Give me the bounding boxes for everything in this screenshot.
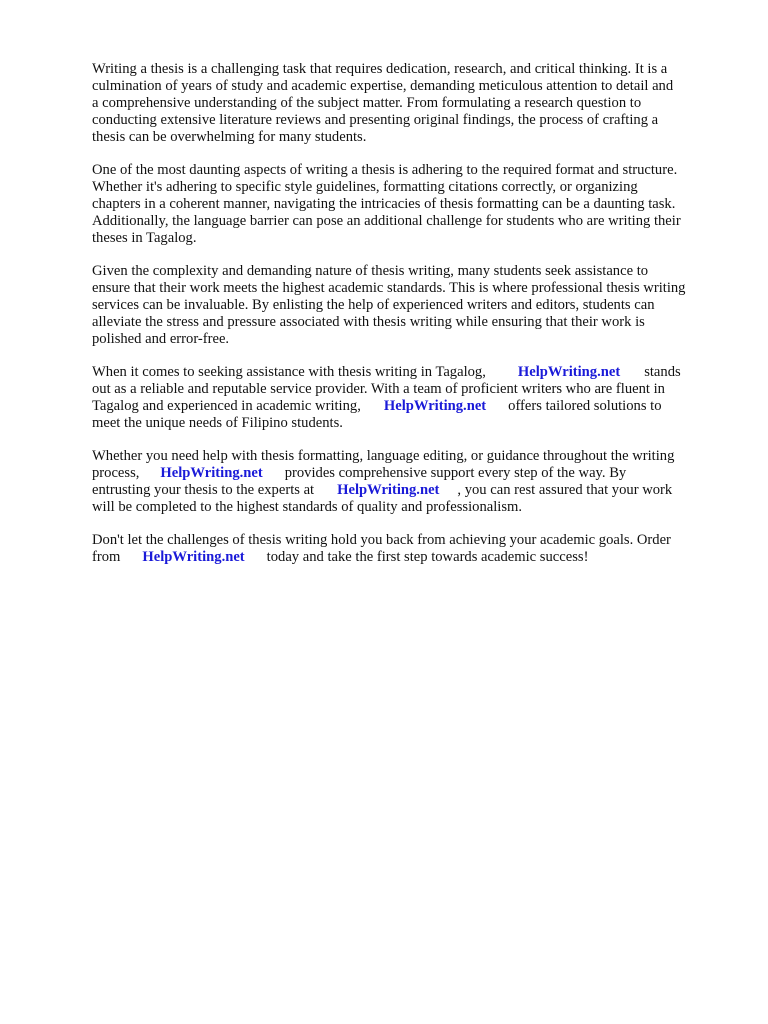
text-line: Whether it's adhering to specific style guidelines, formatting citations correctly, or organizing: [92, 179, 638, 195]
paragraph-5: [92, 448, 724, 516]
text-line: polished and error-free.: [92, 331, 230, 347]
helpwriting-link[interactable]: HelpWriting.net: [160, 465, 263, 481]
text-segment: Tagalog and experienced in academic writing,: [92, 398, 361, 414]
text-line: [92, 465, 724, 482]
text-segment: offers tailored solutions to: [508, 398, 662, 414]
text-segment: entrusting your thesis to the experts at: [92, 482, 315, 498]
text-line: Given the complexity and demanding nature of thesis writing, many students seek assistance to: [92, 263, 649, 279]
helpwriting-link[interactable]: HelpWriting.net: [517, 364, 621, 380]
helpwriting-link[interactable]: HelpWriting.net: [142, 549, 245, 565]
helpwriting-link[interactable]: HelpWriting.net: [383, 398, 487, 414]
text-line: [92, 398, 724, 415]
text-line: [92, 482, 724, 499]
text-line: [92, 364, 724, 381]
text-line: Additionally, the language barrier can pose an additional challenge for students who are writing their: [92, 213, 681, 229]
text-segment: stands: [644, 364, 681, 380]
text-line: services can be invaluable. By enlisting the help of experienced writers and editors, students can: [92, 297, 655, 313]
paragraph-1: [92, 61, 724, 146]
text-line: chapters in a coherent manner, navigating the intricacies of thesis formatting can be a daunting task.: [92, 196, 676, 212]
text-segment: , you can rest assured that your work: [457, 482, 673, 498]
document-body: [92, 61, 724, 582]
text-segment: When it comes to seeking assistance with thesis writing in Tagalog,: [92, 364, 486, 380]
text-line: will be completed to the highest standards of quality and professionalism.: [92, 499, 523, 515]
text-segment: provides comprehensive support every step of the way. By: [284, 465, 627, 481]
text-line: out as a reliable and reputable service provider. With a team of proficient writers who are fluent in: [92, 381, 665, 397]
text-segment: process,: [92, 465, 140, 481]
text-segment: from: [92, 549, 121, 565]
paragraph-6: [92, 532, 724, 566]
text-line: ensure that their work meets the highest academic standards. This is where professional thesis writing: [92, 280, 686, 296]
text-segment: today and take the first step towards academic success!: [266, 549, 589, 565]
paragraph-4: [92, 364, 724, 432]
text-line: theses in Tagalog.: [92, 230, 197, 246]
text-line: Whether you need help with thesis formatting, language editing, or guidance throughout the writing: [92, 448, 675, 464]
text-line: alleviate the stress and pressure associated with thesis writing while ensuring that their work is: [92, 314, 645, 330]
paragraph-3: [92, 263, 724, 348]
paragraph-2: [92, 162, 724, 247]
text-line: a comprehensive understanding of the subject matter. From formulating a research question to: [92, 95, 642, 111]
text-line: Writing a thesis is a challenging task that requires dedication, research, and critical thinking. It is a: [92, 61, 668, 77]
text-line: conducting extensive literature reviews and presenting original findings, the process of crafting a: [92, 112, 659, 128]
text-line: culmination of years of study and academic expertise, demanding meticulous attention to detail and: [92, 78, 674, 94]
helpwriting-link[interactable]: HelpWriting.net: [337, 482, 440, 498]
text-line: thesis can be overwhelming for many students.: [92, 129, 367, 145]
text-line: meet the unique needs of Filipino students.: [92, 415, 343, 431]
text-line: [92, 549, 724, 566]
text-line: Don't let the challenges of thesis writing hold you back from achieving your academic goals. Order: [92, 532, 671, 548]
text-line: One of the most daunting aspects of writing a thesis is adhering to the required format and structure.: [92, 162, 678, 178]
